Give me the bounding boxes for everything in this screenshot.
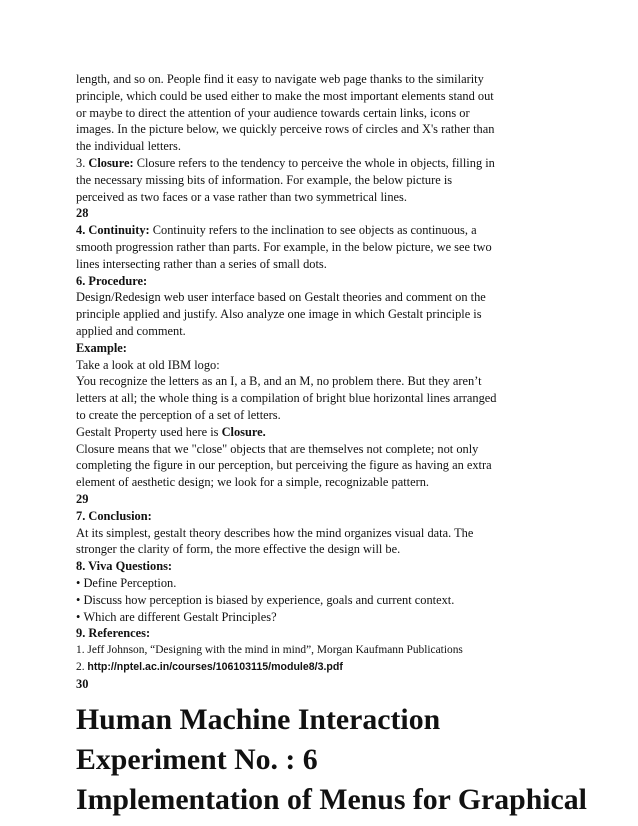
conclusion-heading: 7. Conclusion: bbox=[76, 508, 152, 523]
body-line: to create the perception of a set of letters. bbox=[76, 407, 281, 422]
body-line: length, and so on. People find it easy to navigate web page thanks to the similarity bbox=[76, 72, 484, 86]
viva-heading: 8. Viva Questions: bbox=[76, 559, 173, 574]
body-line: completing the figure in our perception, but perceiving the figure as having an extra bbox=[76, 458, 492, 473]
viva-item: • Which are different Gestalt Principles? bbox=[76, 609, 562, 626]
body-line: images. In the picture below, we quickly perceive rows of circles and X's rather than bbox=[76, 122, 495, 137]
body-line: or maybe to direct the attention of your audience towards certain links, icons or bbox=[76, 105, 470, 120]
reference-item bbox=[76, 659, 562, 676]
gestalt-property-value: Closure. bbox=[221, 424, 266, 439]
closure-term: Closure: bbox=[88, 155, 134, 170]
continuity-term: 4. Continuity: bbox=[76, 223, 150, 238]
reference-item: 1. Jeff Johnson, “Designing with the mind in mind”, Morgan Kaufmann Publications bbox=[76, 644, 463, 657]
experiment-number: Experiment No. : 6 bbox=[76, 743, 318, 777]
body-line: Closure means that we "close" objects that are themselves not complete; not only bbox=[76, 441, 479, 456]
course-title: Human Machine Interaction bbox=[76, 703, 441, 737]
body-line: smooth progression rather than parts. For example, in the below picture, we see two bbox=[76, 239, 492, 254]
page-number: 29 bbox=[76, 491, 89, 506]
body-line: principle applied and justify. Also analyze one image in which Gestalt principle is bbox=[76, 307, 482, 322]
body-line: the individual letters. bbox=[76, 139, 181, 154]
gestalt-property-text: Gestalt Property used here is bbox=[76, 424, 222, 439]
viva-item: • Define Perception. bbox=[76, 575, 562, 592]
closure-text: Closure refers to the tendency to perceive the whole in objects, filling in bbox=[133, 155, 495, 170]
gestalt-property-line bbox=[76, 424, 562, 441]
body-line: Take a look at old IBM logo: bbox=[76, 357, 220, 372]
body-line: lines intersecting rather than a series of small dots. bbox=[76, 256, 327, 271]
experiment-title: Implementation of Menus for Graphical bbox=[76, 783, 587, 817]
procedure-heading: 6. Procedure: bbox=[76, 273, 148, 288]
closure-number: 3. bbox=[76, 155, 89, 170]
body-line: Design/Redesign web user interface based on Gestalt theories and comment on the bbox=[76, 290, 486, 305]
body-line: perceived as two faces or a vase rather than two symmetrical lines. bbox=[76, 189, 407, 204]
reference-link[interactable]: http://nptel.ac.in/courses/106103115/module8/3.pdf bbox=[87, 660, 343, 673]
viva-item: • Discuss how perception is biased by experience, goals and current context. bbox=[76, 592, 562, 609]
closure-line-1 bbox=[76, 155, 562, 172]
body-line: principle, which could be used either to make the most important elements stand out bbox=[76, 88, 494, 103]
example-heading: Example: bbox=[76, 340, 127, 355]
body-line: applied and comment. bbox=[76, 323, 186, 338]
body-line: element of aesthetic design; we look for a simple, recognizable pattern. bbox=[76, 475, 429, 490]
continuity-text: Continuity refers to the inclination to see objects as continuous, a bbox=[149, 223, 477, 238]
body-line: letters at all; the whole thing is a compilation of bright blue horizontal lines arranged bbox=[76, 391, 497, 406]
body-line: stronger the clarity of form, the more effective the design will be. bbox=[76, 542, 401, 557]
references-heading: 9. References: bbox=[76, 626, 151, 641]
page-number: 30 bbox=[76, 676, 89, 691]
reference-number: 2. bbox=[76, 660, 88, 673]
body-line: You recognize the letters as an I, a B, and an M, no problem there. But they aren’t bbox=[76, 374, 482, 389]
body-line: the necessary missing bits of information. For example, the below picture is bbox=[76, 172, 453, 187]
body-line: At its simplest, gestalt theory describes how the mind organizes visual data. The bbox=[76, 525, 474, 540]
document-page bbox=[76, 71, 587, 820]
page-number: 28 bbox=[76, 206, 89, 221]
continuity-line-1 bbox=[76, 222, 562, 239]
